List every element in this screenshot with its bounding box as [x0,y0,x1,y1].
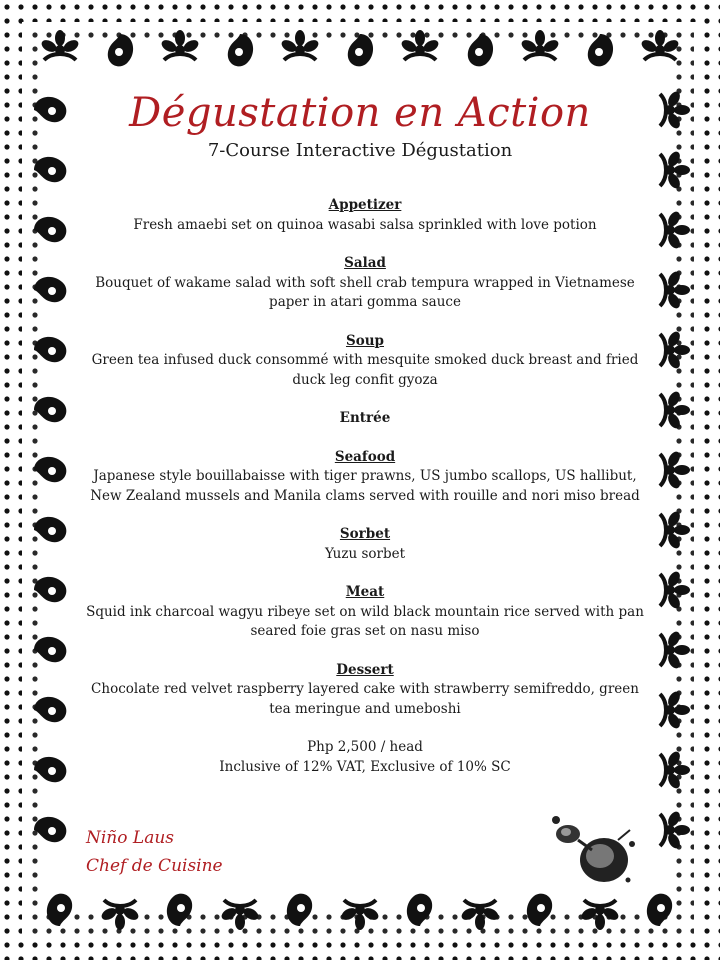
course-name: Sorbet [339,526,391,542]
course-seafood [82,448,648,507]
chef-name: Niño Laus [86,828,174,848]
course-entree [82,409,648,429]
course-name: Entrée [339,410,391,426]
course-description: Bouquet of wakame salad with soft shell crab tempura wrapped in Vietnamese paper in atari gomma sauce [95,274,635,310]
chef-title: Chef de Cuisine [86,856,223,876]
pricing [82,738,648,777]
course-sorbet [82,525,648,564]
course-name: Meat [345,584,385,600]
course-name: Dessert [336,661,394,678]
page-subtitle: 7-Course Interactive Dégustation [207,140,513,161]
course-description: Chocolate red velvet raspberry layered cake with strawberry semifreddo, green tea meringue and umeboshi [91,681,639,717]
course-name: Soup [345,332,384,349]
page-title: Dégustation en Action [129,90,591,136]
menu-list [82,196,648,777]
chef-signature [86,824,223,880]
course-description: Fresh amaebi set on quinoa wasabi salsa sprinkled with love potion [133,216,597,233]
course-description: Green tea infused duck consommé with mesquite smoked duck breast and fried duck leg confit gyoza [91,352,639,388]
ink-splash-icon [548,810,640,890]
course-description: Yuzu sorbet [324,545,406,562]
course-appetizer [82,196,648,235]
course-meat [82,583,648,642]
course-name: Appetizer [328,197,402,213]
course-name: Salad [344,255,386,271]
price: Php 2,500 / head [307,739,423,755]
course-description: Squid ink charcoal wagyu ribeye set on wild black mountain rice served with pan seared foie gras set on nasu miso [86,603,644,639]
course-dessert [82,661,648,720]
course-salad [82,254,648,313]
course-name: Seafood [334,448,396,465]
price-terms: Inclusive of 12% VAT, Exclusive of 10% SC [219,758,511,775]
course-description: Japanese style bouillabaisse with tiger prawns, US jumbo scallops, US hallibut, New Zealand mussels and Manila clams served with rouille and nori miso bread [90,468,640,504]
course-soup [82,332,648,391]
